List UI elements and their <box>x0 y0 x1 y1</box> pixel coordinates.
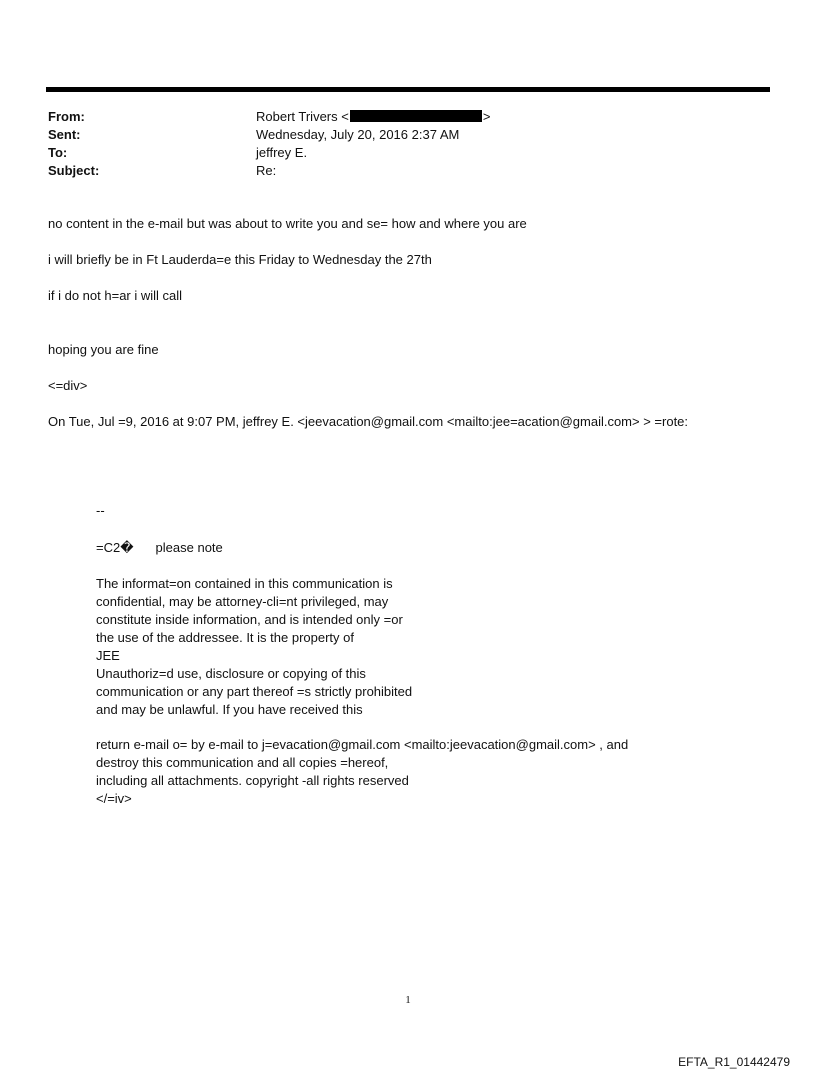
to-label: To: <box>48 145 68 160</box>
body-line-4: hoping you are fine <box>48 342 159 357</box>
body-line-3: if i do not h=ar i will call <box>48 288 183 303</box>
from-row <box>48 108 748 126</box>
disclaimer-paragraph-1 <box>96 575 736 719</box>
sent-value: Wednesday, July 20, 2016 2:37 AM <box>256 127 460 142</box>
subject-label: Subject: <box>48 163 100 178</box>
note-text: please note <box>155 540 223 555</box>
disclaimer-line: confidential, may be attorney-cli=nt privileged, may <box>96 594 389 609</box>
disclaimer-paragraph-2 <box>96 736 736 808</box>
redaction-box <box>350 110 482 122</box>
body-line-5: <=div> <box>48 378 88 393</box>
note-prefix: =C2� <box>96 540 134 555</box>
disclaimer-line: the use of the addressee. It is the property of <box>96 630 354 645</box>
disclaimer-line: </=iv> <box>96 791 132 806</box>
disclaimer-line: destroy this communication and all copies =hereof, <box>96 755 389 770</box>
quote-intro: On Tue, Jul =9, 2016 at 9:07 PM, jeffrey E. <jeevacation@gmail.com <mailto:jee=acation@gmail.com> > =rote: <box>48 414 689 429</box>
disclaimer-line: Unauthoriz=d use, disclosure or copying of this <box>96 666 366 681</box>
subject-row <box>48 162 748 180</box>
subject-value: Re: <box>256 163 277 178</box>
disclaimer-line: constitute inside information, and is intended only =or <box>96 612 403 627</box>
page-number: 1 <box>405 994 411 1006</box>
note-row <box>96 539 223 557</box>
body-line-1: no content in the e-mail but was about to write you and se= how and where you are <box>48 216 527 231</box>
to-row <box>48 144 748 162</box>
signature-dash: -- <box>96 503 105 518</box>
email-header <box>48 108 748 180</box>
from-value <box>256 108 748 126</box>
from-label: From: <box>48 109 85 124</box>
sent-row <box>48 126 748 144</box>
disclaimer-line: The informat=on contained in this communication is <box>96 576 393 591</box>
sent-label: Sent: <box>48 127 81 142</box>
to-value: jeffrey E. <box>256 145 308 160</box>
header-rule <box>46 87 770 92</box>
disclaimer-line: JEE <box>96 648 120 663</box>
from-name: Robert Trivers < <box>256 109 349 124</box>
from-close: > <box>482 109 491 124</box>
disclaimer-line: return e-mail o= by e-mail to j=evacation@gmail.com <mailto:jeevacation@gmail.com> , and <box>96 737 629 752</box>
body-line-2: i will briefly be in Ft Lauderda=e this Friday to Wednesday the 27th <box>48 252 432 267</box>
document-id: EFTA_R1_01442479 <box>678 1055 790 1069</box>
disclaimer-line: including all attachments. copyright -all rights reserved <box>96 773 409 788</box>
disclaimer-line: communication or any part thereof =s strictly prohibited <box>96 684 413 699</box>
disclaimer-line: and may be unlawful. If you have received this <box>96 702 363 717</box>
